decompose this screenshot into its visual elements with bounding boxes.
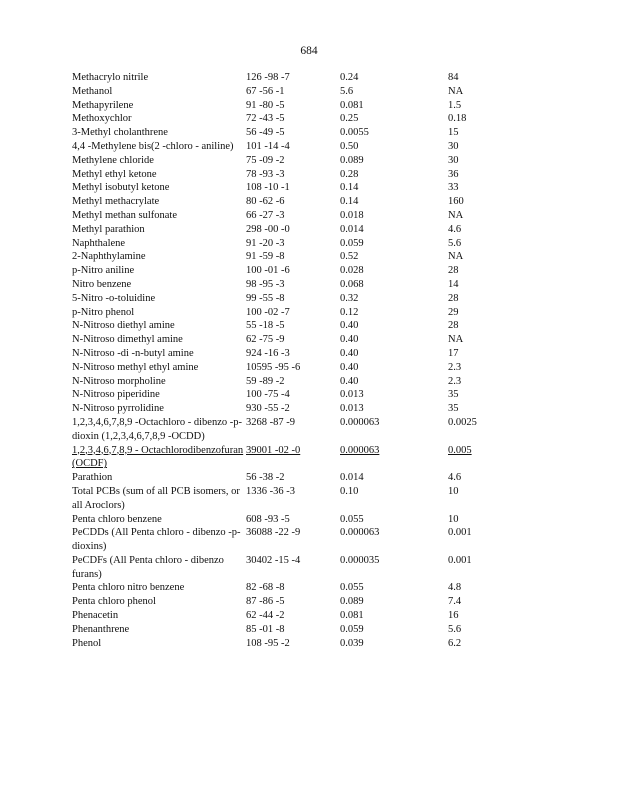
- limit-value: 28: [448, 265, 459, 277]
- chemical-name: 1,2,3,4,6,7,8,9 - Octachlorodibenzofuran (OCDF): [72, 444, 244, 470]
- chemical-name: Phenacetin: [72, 610, 119, 622]
- concentration-value: 0.12: [340, 306, 359, 318]
- chemical-name: Total PCBs (sum of all PCB isomers, or all Aroclors): [72, 485, 240, 511]
- table-row: [72, 554, 492, 582]
- chemical-name: PeCDDs (All Penta chloro - dibenzo -p-dioxins): [72, 527, 241, 553]
- cas-number: 108 -10 -1: [246, 182, 290, 194]
- table-row: [72, 306, 492, 320]
- limit-value: 6.2: [448, 637, 462, 649]
- chemical-name: Nitro benzene: [72, 278, 132, 290]
- table-row: [72, 99, 492, 113]
- chemical-name: p-Nitro phenol: [72, 306, 135, 318]
- cas-number: 99 -55 -8: [246, 292, 285, 304]
- concentration-value: 5.6: [340, 85, 354, 97]
- chemical-name: 1,2,3,4,6,7,8,9 -Octachloro - dibenzo -p-dioxin (1,2,3,4,6,7,8,9 -OCDD): [72, 416, 242, 442]
- cas-number: 298 -00 -0: [246, 223, 290, 235]
- table-row: [72, 112, 492, 126]
- limit-value: 28: [448, 320, 459, 332]
- concentration-value: 0.14: [340, 196, 359, 208]
- cas-number: 72 -43 -5: [246, 113, 285, 125]
- limit-value: 5.6: [448, 623, 462, 635]
- cas-number: 56 -49 -5: [246, 127, 285, 139]
- concentration-value: 0.14: [340, 182, 359, 194]
- table-row: [72, 347, 492, 361]
- chemical-name: N-Nitroso -di -n-butyl amine: [72, 347, 194, 359]
- cas-number: 30402 -15 -4: [246, 554, 301, 566]
- limit-value: 35: [448, 389, 459, 401]
- chemical-table: [72, 71, 492, 650]
- chemical-name: N-Nitroso piperidine: [72, 389, 160, 401]
- limit-value: NA: [448, 85, 464, 97]
- chemical-name: PeCDFs (All Penta chloro - dibenzo furans): [72, 554, 224, 580]
- chemical-name: p-Nitro aniline: [72, 265, 135, 277]
- cas-number: 101 -14 -4: [246, 140, 290, 152]
- limit-value: 28: [448, 292, 459, 304]
- chemical-name: Penta chloro benzene: [72, 513, 162, 525]
- limit-value: 2.3: [448, 375, 462, 387]
- limit-value: 15: [448, 127, 459, 139]
- chemical-name: 3-Methyl cholanthrene: [72, 127, 168, 139]
- chemical-name: N-Nitroso pyrrolidine: [72, 403, 164, 415]
- table-row: [72, 195, 492, 209]
- chemical-name: Methanol: [72, 85, 113, 97]
- limit-value: 160: [448, 196, 464, 208]
- chemical-name: 5-Nitro -o-toluidine: [72, 292, 156, 304]
- cas-number: 82 -68 -8: [246, 582, 285, 594]
- concentration-value: 0.081: [340, 99, 364, 111]
- table-row: [72, 319, 492, 333]
- limit-value: 36: [448, 168, 459, 180]
- concentration-value: 0.039: [340, 637, 364, 649]
- concentration-value: 0.055: [340, 582, 364, 594]
- table-row: [72, 168, 492, 182]
- table-row: [72, 513, 492, 527]
- cas-number: 59 -89 -2: [246, 375, 285, 387]
- table-row: [72, 375, 492, 389]
- table-row: [72, 581, 492, 595]
- limit-value: 16: [448, 610, 459, 622]
- concentration-value: 0.000063: [340, 527, 380, 539]
- concentration-value: 0.059: [340, 237, 364, 249]
- concentration-value: 0.089: [340, 154, 364, 166]
- cas-number: 62 -75 -9: [246, 334, 285, 346]
- concentration-value: 0.40: [340, 334, 359, 346]
- chemical-name: Methapyrilene: [72, 99, 134, 111]
- cas-number: 98 -95 -3: [246, 278, 285, 290]
- chemical-name: Penta chloro phenol: [72, 596, 156, 608]
- table-row: [72, 126, 492, 140]
- cas-number: 78 -93 -3: [246, 168, 285, 180]
- concentration-value: 0.25: [340, 113, 359, 125]
- limit-value: 4.6: [448, 223, 462, 235]
- cas-number: 100 -02 -7: [246, 306, 290, 318]
- limit-value: 84: [448, 72, 459, 83]
- cas-number: 1336 -36 -3: [246, 485, 295, 497]
- table-row: [72, 264, 492, 278]
- chemical-name: N-Nitroso morpholine: [72, 375, 166, 387]
- cas-number: 62 -44 -2: [246, 610, 285, 622]
- table-row: [72, 595, 492, 609]
- limit-value: 35: [448, 403, 459, 415]
- chemical-name: Phenol: [72, 637, 102, 649]
- limit-value: 2.3: [448, 361, 462, 373]
- limit-value: 0.001: [448, 554, 472, 566]
- concentration-value: 0.014: [340, 472, 364, 484]
- cas-number: 91 -20 -3: [246, 237, 285, 249]
- table-row: [72, 609, 492, 623]
- cas-number: 91 -80 -5: [246, 99, 285, 111]
- cas-number: 126 -98 -7: [246, 72, 290, 83]
- table-row: [72, 526, 492, 554]
- table-row: [72, 444, 492, 472]
- cas-number: 55 -18 -5: [246, 320, 285, 332]
- limit-value: 0.005: [448, 444, 472, 456]
- cas-number: 85 -01 -8: [246, 623, 285, 635]
- concentration-value: 0.28: [340, 168, 359, 180]
- chemical-name: N-Nitroso dimethyl amine: [72, 334, 183, 346]
- cas-number: 36088 -22 -9: [246, 527, 301, 539]
- concentration-value: 0.028: [340, 265, 364, 277]
- table-row: [72, 250, 492, 264]
- concentration-value: 0.50: [340, 140, 359, 152]
- chemical-name: Methoxychlor: [72, 113, 132, 125]
- concentration-value: 0.10: [340, 485, 359, 497]
- limit-value: 10: [448, 485, 459, 497]
- concentration-value: 0.32: [340, 292, 359, 304]
- table-row: [72, 623, 492, 637]
- table-row: [72, 416, 492, 444]
- chemical-name: Methyl methan sulfonate: [72, 209, 177, 221]
- chemical-name: Methacrylo nitrile: [72, 72, 149, 83]
- concentration-value: 0.081: [340, 610, 364, 622]
- limit-value: 5.6: [448, 237, 462, 249]
- cas-number: 930 -55 -2: [246, 403, 290, 415]
- concentration-value: 0.40: [340, 361, 359, 373]
- cas-number: 3268 -87 -9: [246, 416, 295, 428]
- table-row: [72, 278, 492, 292]
- limit-value: 0.001: [448, 527, 472, 539]
- limit-value: 30: [448, 154, 459, 166]
- table-row: [72, 237, 492, 251]
- limit-value: 10: [448, 513, 459, 525]
- chemical-name: N-Nitroso methyl ethyl amine: [72, 361, 199, 373]
- chemical-name: 2-Naphthylamine: [72, 251, 146, 263]
- limit-value: NA: [448, 251, 464, 263]
- cas-number: 66 -27 -3: [246, 209, 285, 221]
- concentration-value: 0.014: [340, 223, 364, 235]
- concentration-value: 0.018: [340, 209, 364, 221]
- table-row: [72, 292, 492, 306]
- cas-number: 924 -16 -3: [246, 347, 290, 359]
- limit-value: 17: [448, 347, 459, 359]
- concentration-value: 0.24: [340, 72, 359, 83]
- limit-value: NA: [448, 209, 464, 221]
- concentration-value: 0.055: [340, 513, 364, 525]
- concentration-value: 0.089: [340, 596, 364, 608]
- concentration-value: 0.059: [340, 623, 364, 635]
- table-row: [72, 333, 492, 347]
- concentration-value: 0.52: [340, 251, 359, 263]
- cas-number: 100 -01 -6: [246, 265, 290, 277]
- table-row: [72, 209, 492, 223]
- table-row: [72, 223, 492, 237]
- limit-value: 30: [448, 140, 459, 152]
- concentration-value: 0.40: [340, 375, 359, 387]
- chemical-name: Naphthalene: [72, 237, 126, 249]
- table-row: [72, 637, 492, 651]
- cas-number: 91 -59 -8: [246, 251, 285, 263]
- limit-value: 7.4: [448, 596, 462, 608]
- cas-number: 39001 -02 -0: [246, 444, 301, 456]
- cas-number: 10595 -95 -6: [246, 361, 301, 373]
- chemical-name: Methylene chloride: [72, 154, 154, 166]
- concentration-value: 0.40: [340, 347, 359, 359]
- concentration-value: 0.000063: [340, 444, 380, 456]
- cas-number: 87 -86 -5: [246, 596, 285, 608]
- chemical-name: Parathion: [72, 472, 113, 484]
- cas-number: 75 -09 -2: [246, 154, 285, 166]
- chemical-name: Methyl ethyl ketone: [72, 168, 157, 180]
- table-row: [72, 388, 492, 402]
- table-row: [72, 154, 492, 168]
- limit-value: 33: [448, 182, 459, 194]
- limit-value: 4.6: [448, 472, 462, 484]
- concentration-value: 0.068: [340, 278, 364, 290]
- chemical-name: Methyl parathion: [72, 223, 145, 235]
- chemical-name: Methyl isobutyl ketone: [72, 182, 170, 194]
- concentration-value: 0.000063: [340, 416, 380, 428]
- concentration-value: 0.013: [340, 389, 364, 401]
- cas-number: 108 -95 -2: [246, 637, 290, 649]
- limit-value: 1.5: [448, 99, 462, 111]
- table-row: [72, 85, 492, 99]
- limit-value: 4.8: [448, 582, 462, 594]
- concentration-value: 0.013: [340, 403, 364, 415]
- limit-value: 0.0025: [448, 416, 477, 428]
- limit-value: 0.18: [448, 113, 467, 125]
- table-row: [72, 71, 492, 85]
- chemical-table-body: [72, 71, 492, 650]
- chemical-name: N-Nitroso diethyl amine: [72, 320, 175, 332]
- cas-number: 80 -62 -6: [246, 196, 285, 208]
- chemical-name: Phenanthrene: [72, 623, 130, 635]
- chemical-name: Penta chloro nitro benzene: [72, 582, 185, 594]
- chemical-name: 4,4 -Methylene bis(2 -chloro - aniline): [72, 140, 234, 152]
- limit-value: 14: [448, 278, 459, 290]
- cas-number: 100 -75 -4: [246, 389, 290, 401]
- table-row: [72, 140, 492, 154]
- table-row: [72, 485, 492, 513]
- table-row: [72, 181, 492, 195]
- concentration-value: 0.0055: [340, 127, 369, 139]
- cas-number: 608 -93 -5: [246, 513, 290, 525]
- cas-number: 67 -56 -1: [246, 85, 285, 97]
- limit-value: 29: [448, 306, 459, 318]
- table-row: [72, 402, 492, 416]
- chemical-name: Methyl methacrylate: [72, 196, 160, 208]
- cas-number: 56 -38 -2: [246, 472, 285, 484]
- page-number: 684: [300, 45, 318, 57]
- table-row: [72, 361, 492, 375]
- concentration-value: 0.000035: [340, 554, 380, 566]
- concentration-value: 0.40: [340, 320, 359, 332]
- limit-value: NA: [448, 334, 464, 346]
- table-row: [72, 471, 492, 485]
